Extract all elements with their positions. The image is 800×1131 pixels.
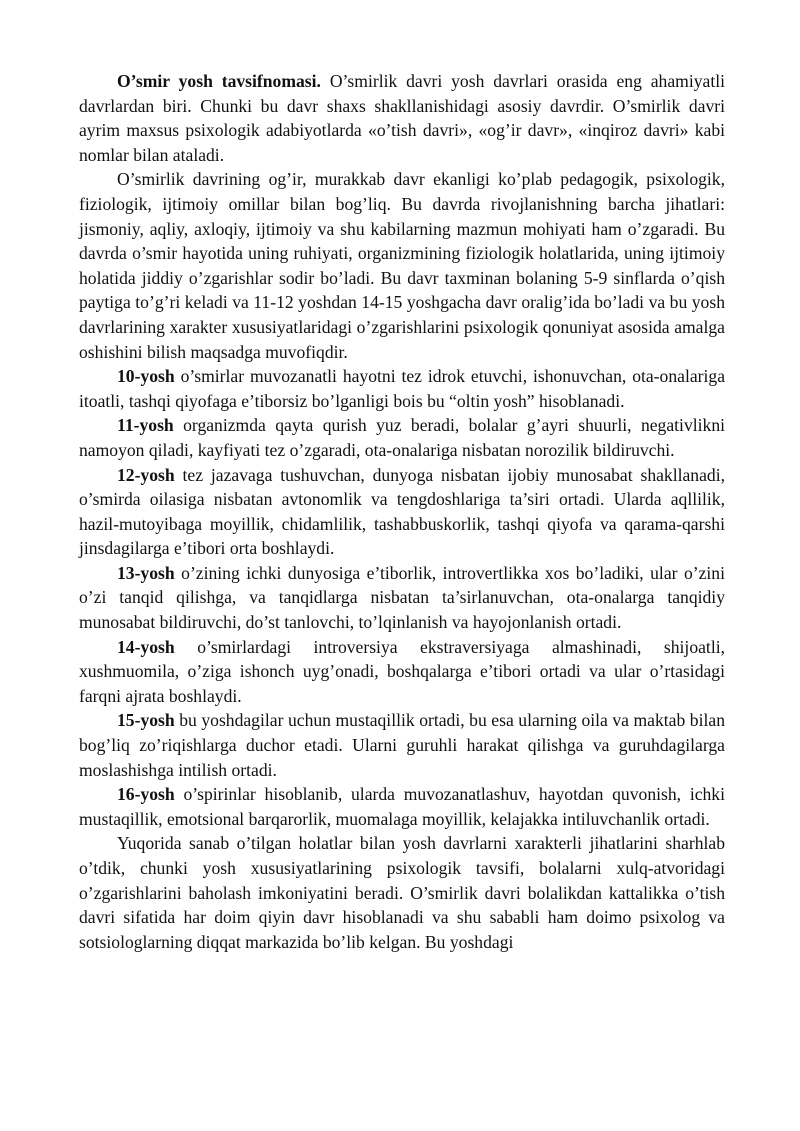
paragraph-text: o’spirinlar hisoblanib, ularda muvozanatlashuv, hayotdan quvonish, ichki mustaqillik, emotsional barqarorlik, muomalaga moyillik, kelajakka intiluvchanlik ortadi.: [79, 784, 725, 829]
paragraph-text: O’smirlik davri yosh davrlari orasida eng ahamiyatli davrlardan biri. Chunki bu davr shaxs shakllanishidagi asosiy davrdir. O’smirlik davri ayrim maxsus psixologik adabiyotlarda «o’tish davri», «og’ir davr», «inqiroz davri» kabi nomlar bilan ataladi.: [79, 71, 726, 165]
paragraph-age-11: [79, 413, 725, 462]
age-label: 10-yosh: [117, 366, 175, 387]
paragraph-text: bu yoshdagilar uchun mustaqillik ortadi, bu esa ularning oila va maktab bilan bog’liq zo’riqishlarga duchor etadi. Ularni guruhli harakat qilishga va guruhdagilarga moslashishga intilish ortadi.: [79, 710, 725, 780]
paragraph-age-10: [79, 364, 725, 413]
paragraph-age-13: [79, 561, 725, 635]
paragraph-age-14: [79, 635, 725, 709]
paragraph-text: o’smirlar muvozanatli hayotni tez idrok etuvchi, ishonuvchan, ota-onalariga itoatli, tashqi qiyofaga e’tiborsiz bo’lganligi bois bu “oltin yosh” hisoblanadi.: [79, 366, 725, 411]
paragraph-intro: [79, 69, 725, 167]
paragraph-text: tez jazavaga tushuvchan, dunyoga nisbatan ijobiy munosabat shakllanadi, o’smirda oilasiga nisbatan avtonomlik va tengdoshlariga ta’siri ortadi. Ularda aqllilik, hazil-mutoyibaga moyillik, chidamlilik, tashabbuskorlik, tashqi qiyofa va qarama-qarshi jinsdagilarga e’tibori orta boshlaydi.: [79, 464, 725, 559]
age-label: 16-yosh: [117, 784, 175, 805]
paragraph-text: o’zining ichki dunyosiga e’tiborlik, introvertlikka xos bo’ladiki, ular o’zini o’zi tanqid qilishga, va tanqidlarga nisbatan ta’sirlanuvchan, ota-onalarga tanqidiy munosabat bildiruvchi, do’st tanlovchi, to’lqinlanish va hayojonlanish ortadi.: [79, 562, 725, 633]
paragraph-summary: [79, 831, 725, 954]
age-label: 13-yosh: [117, 562, 175, 583]
age-label: 15-yosh: [117, 710, 175, 731]
age-label: 11-yosh: [117, 415, 174, 436]
age-label: 12-yosh: [117, 464, 175, 485]
paragraph-complexity: [79, 167, 725, 364]
paragraph-age-15: [79, 708, 725, 782]
paragraph-text: Yuqorida sanab o’tilgan holatlar bilan yosh davrlarni xarakterli jihatlarini sharhlab o’tdik, chunki yosh xususiyatlarining psixologik tavsifi, bolalarni xulq-atvoridagi o’zgarishlarini baholash imkoniyatini beradi. O’smirlik davri bolalikdan kattalikka o’tish davri sifatida har doim qiyin davr hisoblanadi va shu sababli ham doimo psixolog va sotsiologlarning diqqat markazida bo’lib kelgan. Bu yoshdagi: [79, 833, 725, 952]
paragraph-heading: O’smir yosh tavsifnomasi.: [117, 71, 321, 91]
paragraph-text: O’smirlik davrining og’ir, murakkab davr ekanligi ko’plab pedagogik, psixologik, fiziologik, ijtimoiy omillar bilan bog’liq. Bu davrda rivojlanishning barcha jihatlari: jismoniy, aqliy, axloqiy, ijtimoiy va shu kabilarning mazmun mohiyati ham o’zgaradi. Bu davrda o’smir hayotida uning ruhiyati, organizmining fiziologik holatlarida, uning ijtimoiy holatida jiddiy o’zgarishlar sodir bo’ladi. Bu davr taxminan bolaning 5-9 sinflarda o’qish paytiga to’g’ri keladi va 11-12 yoshdan 14-15 yoshgacha davr oralig’ida bo’ladi va bu yosh davrlarining xarakter xususiyatlaridagi o’zgarishlarini psixologik qonuniyat asosida amalga oshishini bilish maqsadga muvofiqdir.: [79, 169, 725, 362]
age-label: 14-yosh: [117, 636, 175, 657]
document-page: [79, 69, 725, 954]
paragraph-text: o’smirlardagi introversiya ekstraversiyaga almashinadi, shijoatli, xushmuomila, o’ziga ishonch uyg’onadi, boshqalarga e’tibori ortadi va ular o’rtasidagi farqni ajrata boshlaydi.: [79, 636, 725, 706]
paragraph-age-16: [79, 782, 725, 831]
paragraph-age-12: [79, 463, 725, 561]
paragraph-text: organizmda qayta qurish yuz beradi, bolalar g’ayri shuurli, negativlikni namoyon qiladi, kayfiyati tez o’zgaradi, ota-onalariga nisbatan norozilik bildiruvchi.: [79, 415, 725, 460]
